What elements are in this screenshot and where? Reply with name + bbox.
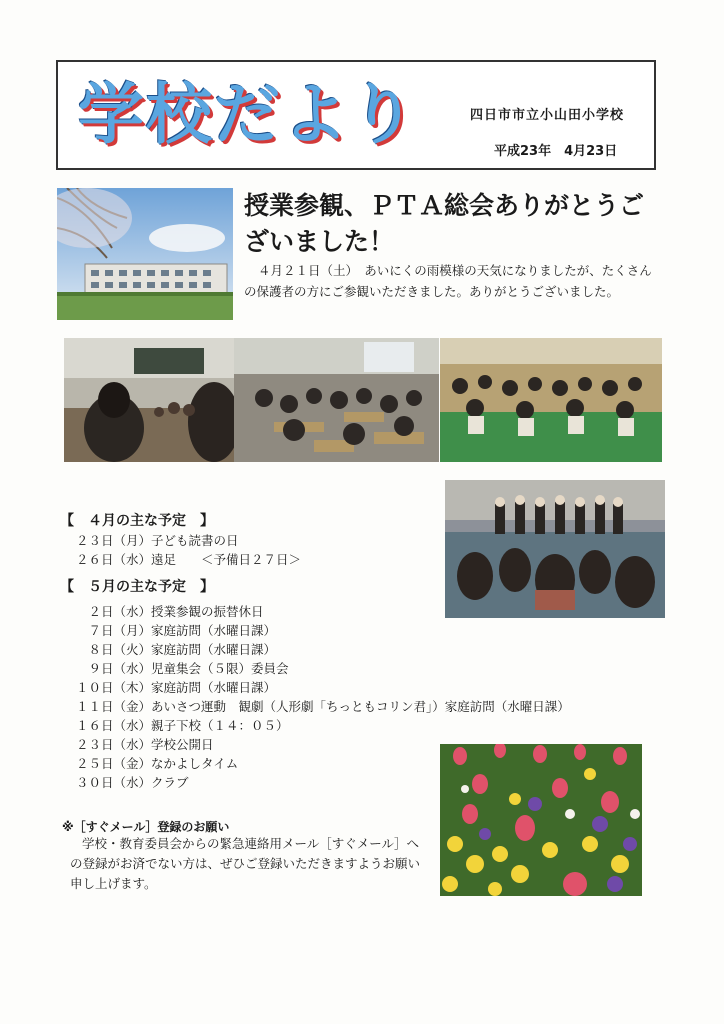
assembly-photo xyxy=(445,480,665,618)
classroom-photo-2 xyxy=(234,338,439,462)
may-item: １６日（水）親子下校（１４：０５） xyxy=(76,718,289,733)
mail-notice-title: ※［すぐメール］登録のお願い xyxy=(62,820,230,834)
may-item: ９日（水）児童集会（５限）委員会 xyxy=(76,661,289,676)
april-item: ２６日（水）遠足 ＜予備日２７日＞ xyxy=(76,552,302,567)
classroom-photo-1 xyxy=(64,338,234,462)
may-item: ２日（水）授業参観の振替休日 xyxy=(76,604,264,619)
school-building-photo xyxy=(57,188,233,320)
april-schedule-title: 【 ４月の主な予定 】 xyxy=(60,513,214,529)
newsletter-title: 学校だより xyxy=(78,76,418,153)
may-item: ２５日（金）なかよしタイム xyxy=(76,756,239,771)
may-item: ７日（月）家庭訪問（水曜日課） xyxy=(76,623,277,638)
may-item: １１日（金）あいさつ運動 観劇（人形劇「ちっともコリン君」）家庭訪問（水曜日課） xyxy=(76,699,570,714)
may-item: ２３日（水）学校公開日 xyxy=(76,737,214,752)
flower-bed-photo xyxy=(440,744,642,896)
school-name: 四日市市立小山田小学校 xyxy=(470,108,625,123)
issue-date: 平成23年 4月23日 xyxy=(494,144,618,159)
gym-meeting-photo xyxy=(440,338,662,462)
article-headline: 授業参観、ＰＴＡ総会ありがとうございました！ xyxy=(244,191,645,256)
may-item: ８日（火）家庭訪問（水曜日課） xyxy=(76,642,277,657)
may-item: １０日（木）家庭訪問（水曜日課） xyxy=(76,680,277,695)
article-lead: ４月２１日（土） あいにくの雨模様の天気になりましたが、たくさんの保護者の方にご参観いただきました。ありがとうございました。 xyxy=(244,263,652,299)
mail-notice-body: 学校・教育委員会からの緊急連絡用メール［すぐメール］への登録がお済でない方は、ぜひご登録いただきますようお願い申し上げます。 xyxy=(70,836,421,891)
may-item: ３０日（水）クラブ xyxy=(76,775,189,790)
april-item: ２３日（月）子ども読書の日 xyxy=(76,533,239,548)
may-schedule-title: 【 ５月の主な予定 】 xyxy=(60,579,214,595)
